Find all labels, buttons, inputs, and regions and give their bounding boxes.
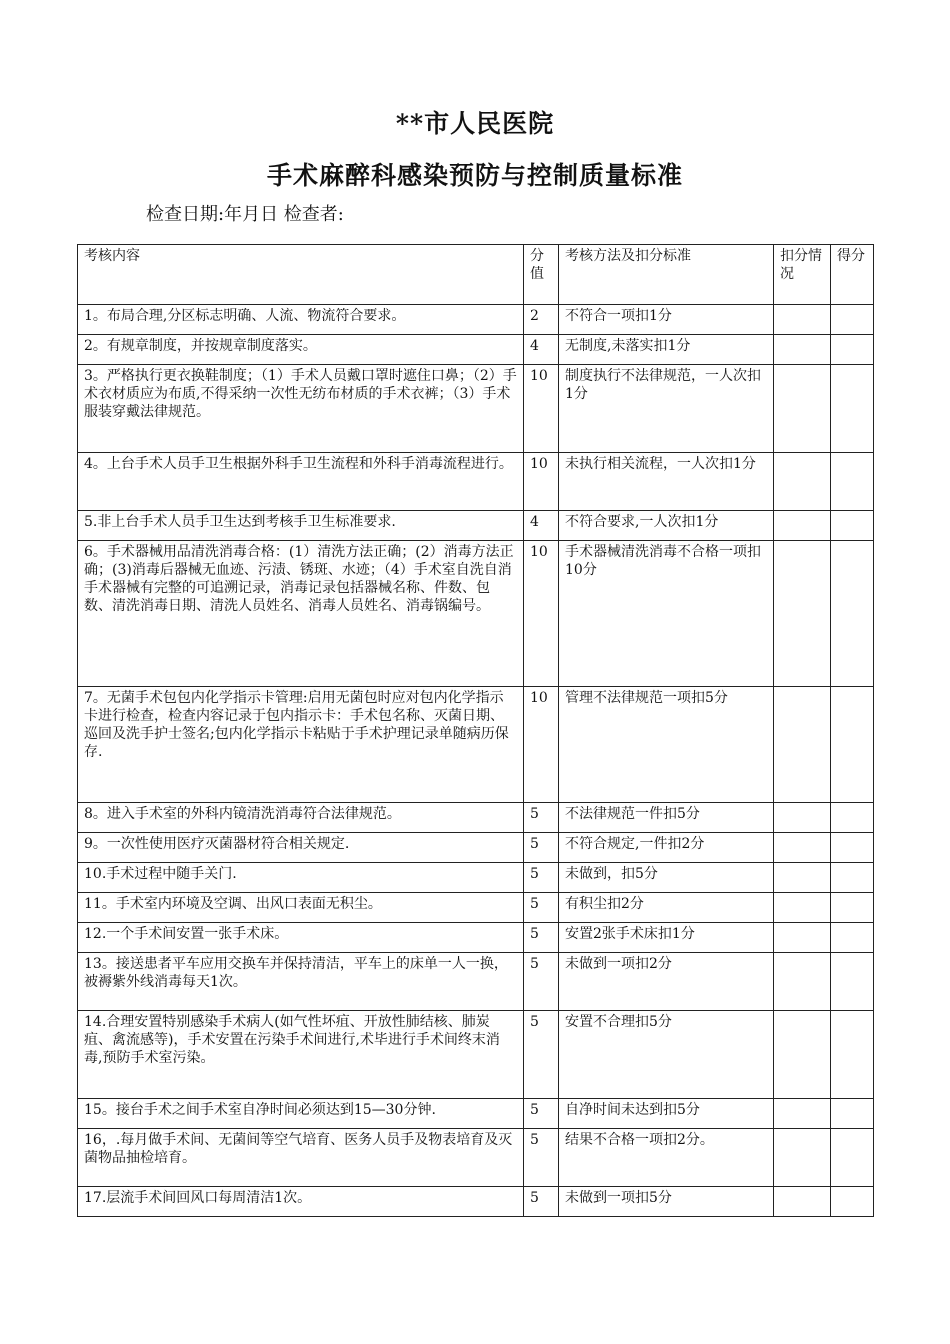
row-content: 13。接送患者平车应用交换车并保持清洁，平车上的床单一人一换，被褥紫外线消毒每天1次。	[78, 953, 524, 1011]
row-score: 2	[524, 305, 559, 335]
row-deduction	[774, 833, 831, 863]
row-obtained	[831, 923, 874, 953]
row-obtained	[831, 365, 874, 453]
row-method: 未做到一项扣5分	[559, 1187, 774, 1217]
row-deduction	[774, 1099, 831, 1129]
table-body	[78, 305, 874, 1217]
row-score: 5	[524, 1187, 559, 1217]
row-obtained	[831, 687, 874, 803]
table-row	[78, 1129, 874, 1187]
table-row	[78, 923, 874, 953]
row-deduction	[774, 335, 831, 365]
row-content: 14.合理安置特别感染手术病人(如气性坏疽、开放性肺结核、肺炭疽、禽流感等)，手术安置在污染手术间进行,术毕进行手术间终末消毒,预防手术室污染。	[78, 1011, 524, 1099]
row-content: 9。一次性使用医疗灭菌器材符合相关规定.	[78, 833, 524, 863]
row-method: 制度执行不法律规范，一人次扣1分	[559, 365, 774, 453]
row-method: 安置不合理扣5分	[559, 1011, 774, 1099]
row-obtained	[831, 1011, 874, 1099]
inspection-meta: 检查日期:年月日 检查者:	[146, 204, 344, 225]
row-content: 16，.每月做手术间、无菌间等空气培育、医务人员手及物表培育及灭菌物品抽检培育。	[78, 1129, 524, 1187]
row-obtained	[831, 335, 874, 365]
row-obtained	[831, 953, 874, 1011]
table-row	[78, 687, 874, 803]
row-content: 7。无菌手术包包内化学指示卡管理:启用无菌包时应对包内化学指示卡进行检查，检查内容记录于包内指示卡：手术包名称、灭菌日期、巡回及洗手护士签名;包内化学指示卡粘贴于手术护理记录单随病历保存.	[78, 687, 524, 803]
table-row	[78, 365, 874, 453]
row-content: 1。布局合理,分区标志明确、人流、物流符合要求。	[78, 305, 524, 335]
row-method: 有积尘扣2分	[559, 893, 774, 923]
row-score: 5	[524, 953, 559, 1011]
row-deduction	[774, 453, 831, 511]
row-score: 5	[524, 1099, 559, 1129]
row-obtained	[831, 1099, 874, 1129]
row-method: 自净时间未达到扣5分	[559, 1099, 774, 1129]
table-row	[78, 1011, 874, 1099]
row-score: 5	[524, 803, 559, 833]
header-score: 分值	[524, 245, 559, 305]
row-method: 不法律规范一件扣5分	[559, 803, 774, 833]
row-score: 10	[524, 541, 559, 687]
table-row	[78, 335, 874, 365]
row-score: 4	[524, 335, 559, 365]
row-score: 5	[524, 863, 559, 893]
row-deduction	[774, 863, 831, 893]
row-deduction	[774, 1129, 831, 1187]
row-score: 10	[524, 365, 559, 453]
table-row	[78, 1099, 874, 1129]
table-row	[78, 305, 874, 335]
table-header-row	[78, 245, 874, 305]
row-method: 无制度,未落实扣1分	[559, 335, 774, 365]
row-deduction	[774, 1187, 831, 1217]
row-deduction	[774, 541, 831, 687]
row-content: 2。有规章制度，并按规章制度落实。	[78, 335, 524, 365]
row-deduction	[774, 803, 831, 833]
table-row	[78, 453, 874, 511]
row-obtained	[831, 541, 874, 687]
row-score: 5	[524, 923, 559, 953]
header-obtained: 得分	[831, 245, 874, 305]
row-deduction	[774, 923, 831, 953]
table-row	[78, 863, 874, 893]
table-row	[78, 1187, 874, 1217]
row-deduction	[774, 1011, 831, 1099]
row-content: 12.一个手术间安置一张手术床。	[78, 923, 524, 953]
row-score: 5	[524, 833, 559, 863]
row-deduction	[774, 953, 831, 1011]
header-deduction: 扣分情况	[774, 245, 831, 305]
row-obtained	[831, 1129, 874, 1187]
header-content: 考核内容	[78, 245, 524, 305]
row-method: 管理不法律规范一项扣5分	[559, 687, 774, 803]
table-row	[78, 893, 874, 923]
table-row	[78, 541, 874, 687]
row-obtained	[831, 1187, 874, 1217]
row-score: 4	[524, 511, 559, 541]
row-obtained	[831, 511, 874, 541]
row-obtained	[831, 833, 874, 863]
row-content: 6。手术器械用品清洗消毒合格：(1）清洗方法正确；(2）消毒方法正确；(3)消毒后器械无血迹、污渍、锈斑、水迹；（4）手术室自洗自消手术器械有完整的可追溯记录，消毒记录包括器械名称、件数、包数、清洗消毒日期、清洗人员姓名、消毒人员姓名、消毒锅编号。	[78, 541, 524, 687]
row-score: 10	[524, 687, 559, 803]
row-score: 5	[524, 893, 559, 923]
row-score: 10	[524, 453, 559, 511]
row-method: 不符合规定,一件扣2分	[559, 833, 774, 863]
row-obtained	[831, 305, 874, 335]
row-method: 手术器械清洗消毒不合格一项扣10分	[559, 541, 774, 687]
row-score: 5	[524, 1129, 559, 1187]
row-content: 8。进入手术室的外科内镜清洗消毒符合法律规范。	[78, 803, 524, 833]
row-score: 5	[524, 1011, 559, 1099]
table-row	[78, 833, 874, 863]
row-obtained	[831, 863, 874, 893]
quality-standard-table	[77, 244, 874, 1217]
row-method: 不符合要求,一人次扣1分	[559, 511, 774, 541]
row-deduction	[774, 511, 831, 541]
row-method: 未执行相关流程，一人次扣1分	[559, 453, 774, 511]
row-obtained	[831, 893, 874, 923]
row-method: 结果不合格一项扣2分。	[559, 1129, 774, 1187]
row-method: 安置2张手术床扣1分	[559, 923, 774, 953]
table-row	[78, 953, 874, 1011]
row-method: 未做到一项扣2分	[559, 953, 774, 1011]
row-content: 11。手术室内环境及空调、出风口表面无积尘。	[78, 893, 524, 923]
row-content: 5.非上台手术人员手卫生达到考核手卫生标准要求.	[78, 511, 524, 541]
row-content: 15。接台手术之间手术室自净时间必须达到15—30分钟.	[78, 1099, 524, 1129]
row-obtained	[831, 453, 874, 511]
hospital-name: **市人民医院	[395, 109, 555, 138]
row-content: 3。严格执行更衣换鞋制度；（1）手术人员戴口罩时遮住口鼻；（2）手术衣材质应为布质,不得采纳一次性无纺布材质的手术衣裤；（3）手术服装穿戴法律规范。	[78, 365, 524, 453]
row-deduction	[774, 305, 831, 335]
table-row	[78, 511, 874, 541]
row-method: 不符合一项扣1分	[559, 305, 774, 335]
header-method: 考核方法及扣分标准	[559, 245, 774, 305]
row-deduction	[774, 365, 831, 453]
row-content: 10.手术过程中随手关门.	[78, 863, 524, 893]
row-deduction	[774, 893, 831, 923]
row-content: 17.层流手术间回风口每周清洁1次。	[78, 1187, 524, 1217]
row-obtained	[831, 803, 874, 833]
document-title: 手术麻醉科感染预防与控制质量标准	[266, 161, 683, 190]
row-method: 未做到，扣5分	[559, 863, 774, 893]
row-deduction	[774, 687, 831, 803]
table-row	[78, 803, 874, 833]
row-content: 4。上台手术人员手卫生根据外科手卫生流程和外科手消毒流程进行。	[78, 453, 524, 511]
